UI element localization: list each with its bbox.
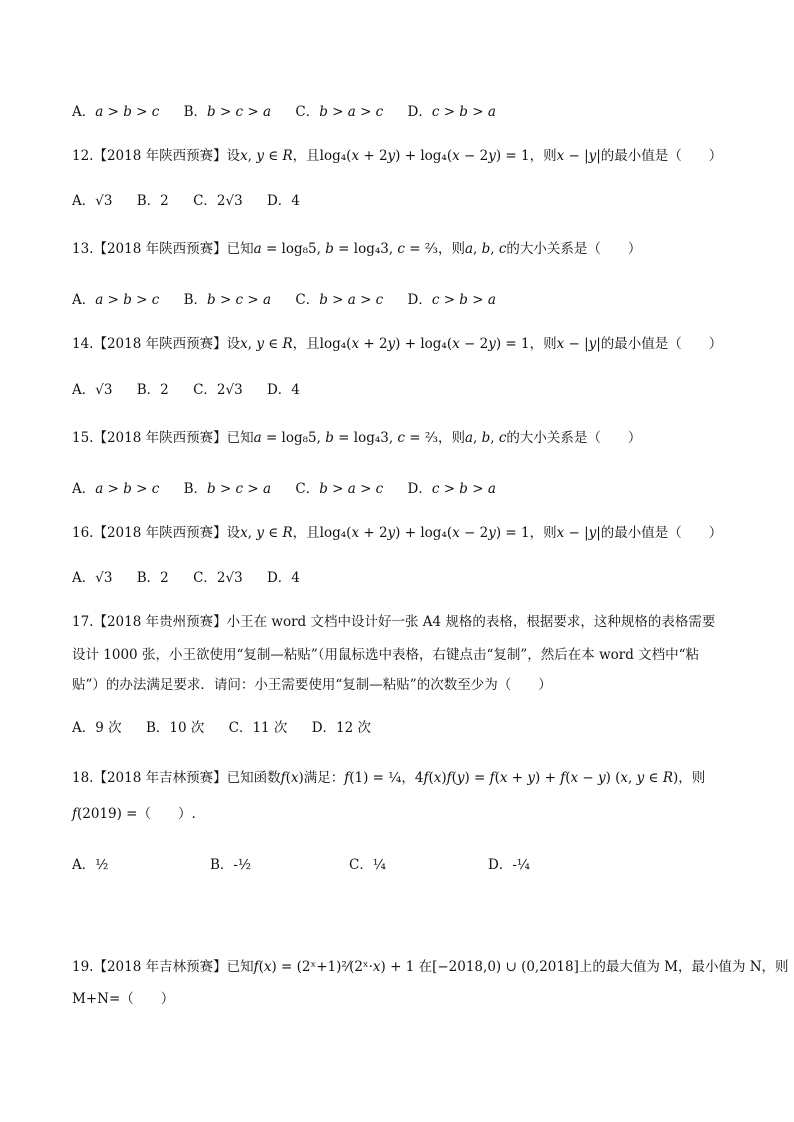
question-17-line-3: 贴”）的办法满足要求．请问：小王需要使用“复制—粘贴”的次数至少为（ ） <box>72 677 552 693</box>
question-14-text: 14.【2018 年陕西预赛】设𝑥, 𝑦 ∈ 𝑅，且log₄(𝑥 + 2𝑦) + log₄(𝑥 − 2𝑦) = 1，则𝑥 − |𝑦|的最小值是（ ） <box>72 336 723 352</box>
option-c[interactable]: C．11 次 <box>228 720 288 736</box>
option-b[interactable]: B．2 <box>136 382 169 398</box>
option-b[interactable]: B．10 次 <box>145 720 205 736</box>
question-17-line-2: 设计 1000 张，小王欲使用“复制—粘贴”（用鼠标选中表格，右键点击“复制”，然后在本 word 文档中“粘 <box>72 647 700 663</box>
question-17-options <box>72 718 754 738</box>
option-d[interactable]: D．𝑐 > 𝑏 > 𝑎 <box>407 104 496 120</box>
prev-options-row <box>72 102 754 122</box>
question-18-line-1: 18.【2018 年吉林预赛】已知函数𝑓(𝑥)满足：𝑓(1) = ¼，4𝑓(𝑥)𝑓(𝑦) = 𝑓(𝑥 + 𝑦) + 𝑓(𝑥 − 𝑦) (𝑥, 𝑦 ∈ 𝑅)，则 <box>72 770 706 786</box>
option-c[interactable]: C．2√3 <box>193 382 243 398</box>
option-c[interactable]: C．𝑏 > 𝑎 > 𝑐 <box>295 481 384 497</box>
question-18-line-2: 𝑓(2019) =（ ）. <box>72 806 196 822</box>
option-c[interactable]: C．𝑏 > 𝑎 > 𝑐 <box>295 104 384 120</box>
question-13-text: 13.【2018 年陕西预赛】已知𝑎 = log₈5, 𝑏 = log₄3, 𝑐 = ²⁄₃，则𝑎, 𝑏, 𝑐的大小关系是（ ） <box>72 241 642 257</box>
question-19-line-1: 19.【2018 年吉林预赛】已知𝑓(𝑥) = (2ˣ+1)²⁄(2ˣ·𝑥) + 1 在[−2018,0) ∪ (0,2018]上的最大值为 M，最小值为 N，则 <box>72 959 789 975</box>
option-b[interactable]: B．2 <box>136 193 169 209</box>
option-b[interactable]: B．𝑏 > 𝑐 > 𝑎 <box>183 104 272 120</box>
option-d[interactable]: D．12 次 <box>311 720 372 736</box>
option-d[interactable]: D．𝑐 > 𝑏 > 𝑎 <box>407 481 496 497</box>
option-d[interactable]: D．-¼ <box>488 857 530 873</box>
question-15-text: 15.【2018 年陕西预赛】已知𝑎 = log₈5, 𝑏 = log₄3, 𝑐 = ²⁄₃，则𝑎, 𝑏, 𝑐的大小关系是（ ） <box>72 430 642 446</box>
option-a[interactable]: A．½ <box>72 857 109 873</box>
option-c[interactable]: C．𝑏 > 𝑎 > 𝑐 <box>295 292 384 308</box>
option-c[interactable]: C．¼ <box>349 857 386 873</box>
question-16-options <box>72 568 754 588</box>
option-d[interactable]: D．𝑐 > 𝑏 > 𝑎 <box>407 292 496 308</box>
option-d[interactable]: D．4 <box>266 382 300 398</box>
option-d[interactable]: D．4 <box>266 570 300 586</box>
option-a[interactable]: A．𝑎 > 𝑏 > 𝑐 <box>72 292 160 308</box>
option-a[interactable]: A．𝑎 > 𝑏 > 𝑐 <box>72 104 160 120</box>
question-15-options <box>72 479 754 499</box>
option-b[interactable]: B．𝑏 > 𝑐 > 𝑎 <box>183 481 272 497</box>
question-19-line-2: M+N=（ ） <box>72 991 175 1007</box>
option-a[interactable]: A．√3 <box>72 382 113 398</box>
question-13-options <box>72 290 754 310</box>
option-a[interactable]: A．√3 <box>72 570 113 586</box>
question-17-line-1: 17.【2018 年贵州预赛】小王在 word 文档中设计好一张 A4 规格的表格，根据要求，这种规格的表格需要 <box>72 614 716 630</box>
option-c[interactable]: C．2√3 <box>193 570 243 586</box>
question-18-options <box>72 855 754 879</box>
option-c[interactable]: C．2√3 <box>193 193 243 209</box>
option-b[interactable]: B．2 <box>136 570 169 586</box>
question-12-options <box>72 191 754 211</box>
option-b[interactable]: B．𝑏 > 𝑐 > 𝑎 <box>183 292 272 308</box>
option-a[interactable]: A．𝑎 > 𝑏 > 𝑐 <box>72 481 160 497</box>
option-d[interactable]: D．4 <box>266 193 300 209</box>
option-a[interactable]: A．9 次 <box>72 720 122 736</box>
question-16-text: 16.【2018 年陕西预赛】设𝑥, 𝑦 ∈ 𝑅，且log₄(𝑥 + 2𝑦) + log₄(𝑥 − 2𝑦) = 1，则𝑥 − |𝑦|的最小值是（ ） <box>72 525 723 541</box>
question-12-text: 12.【2018 年陕西预赛】设𝑥, 𝑦 ∈ 𝑅，且log₄(𝑥 + 2𝑦) + log₄(𝑥 − 2𝑦) = 1，则𝑥 − |𝑦|的最小值是（ ） <box>72 148 723 164</box>
option-b[interactable]: B．-½ <box>210 857 252 873</box>
option-a[interactable]: A．√3 <box>72 193 113 209</box>
question-14-options <box>72 380 754 400</box>
